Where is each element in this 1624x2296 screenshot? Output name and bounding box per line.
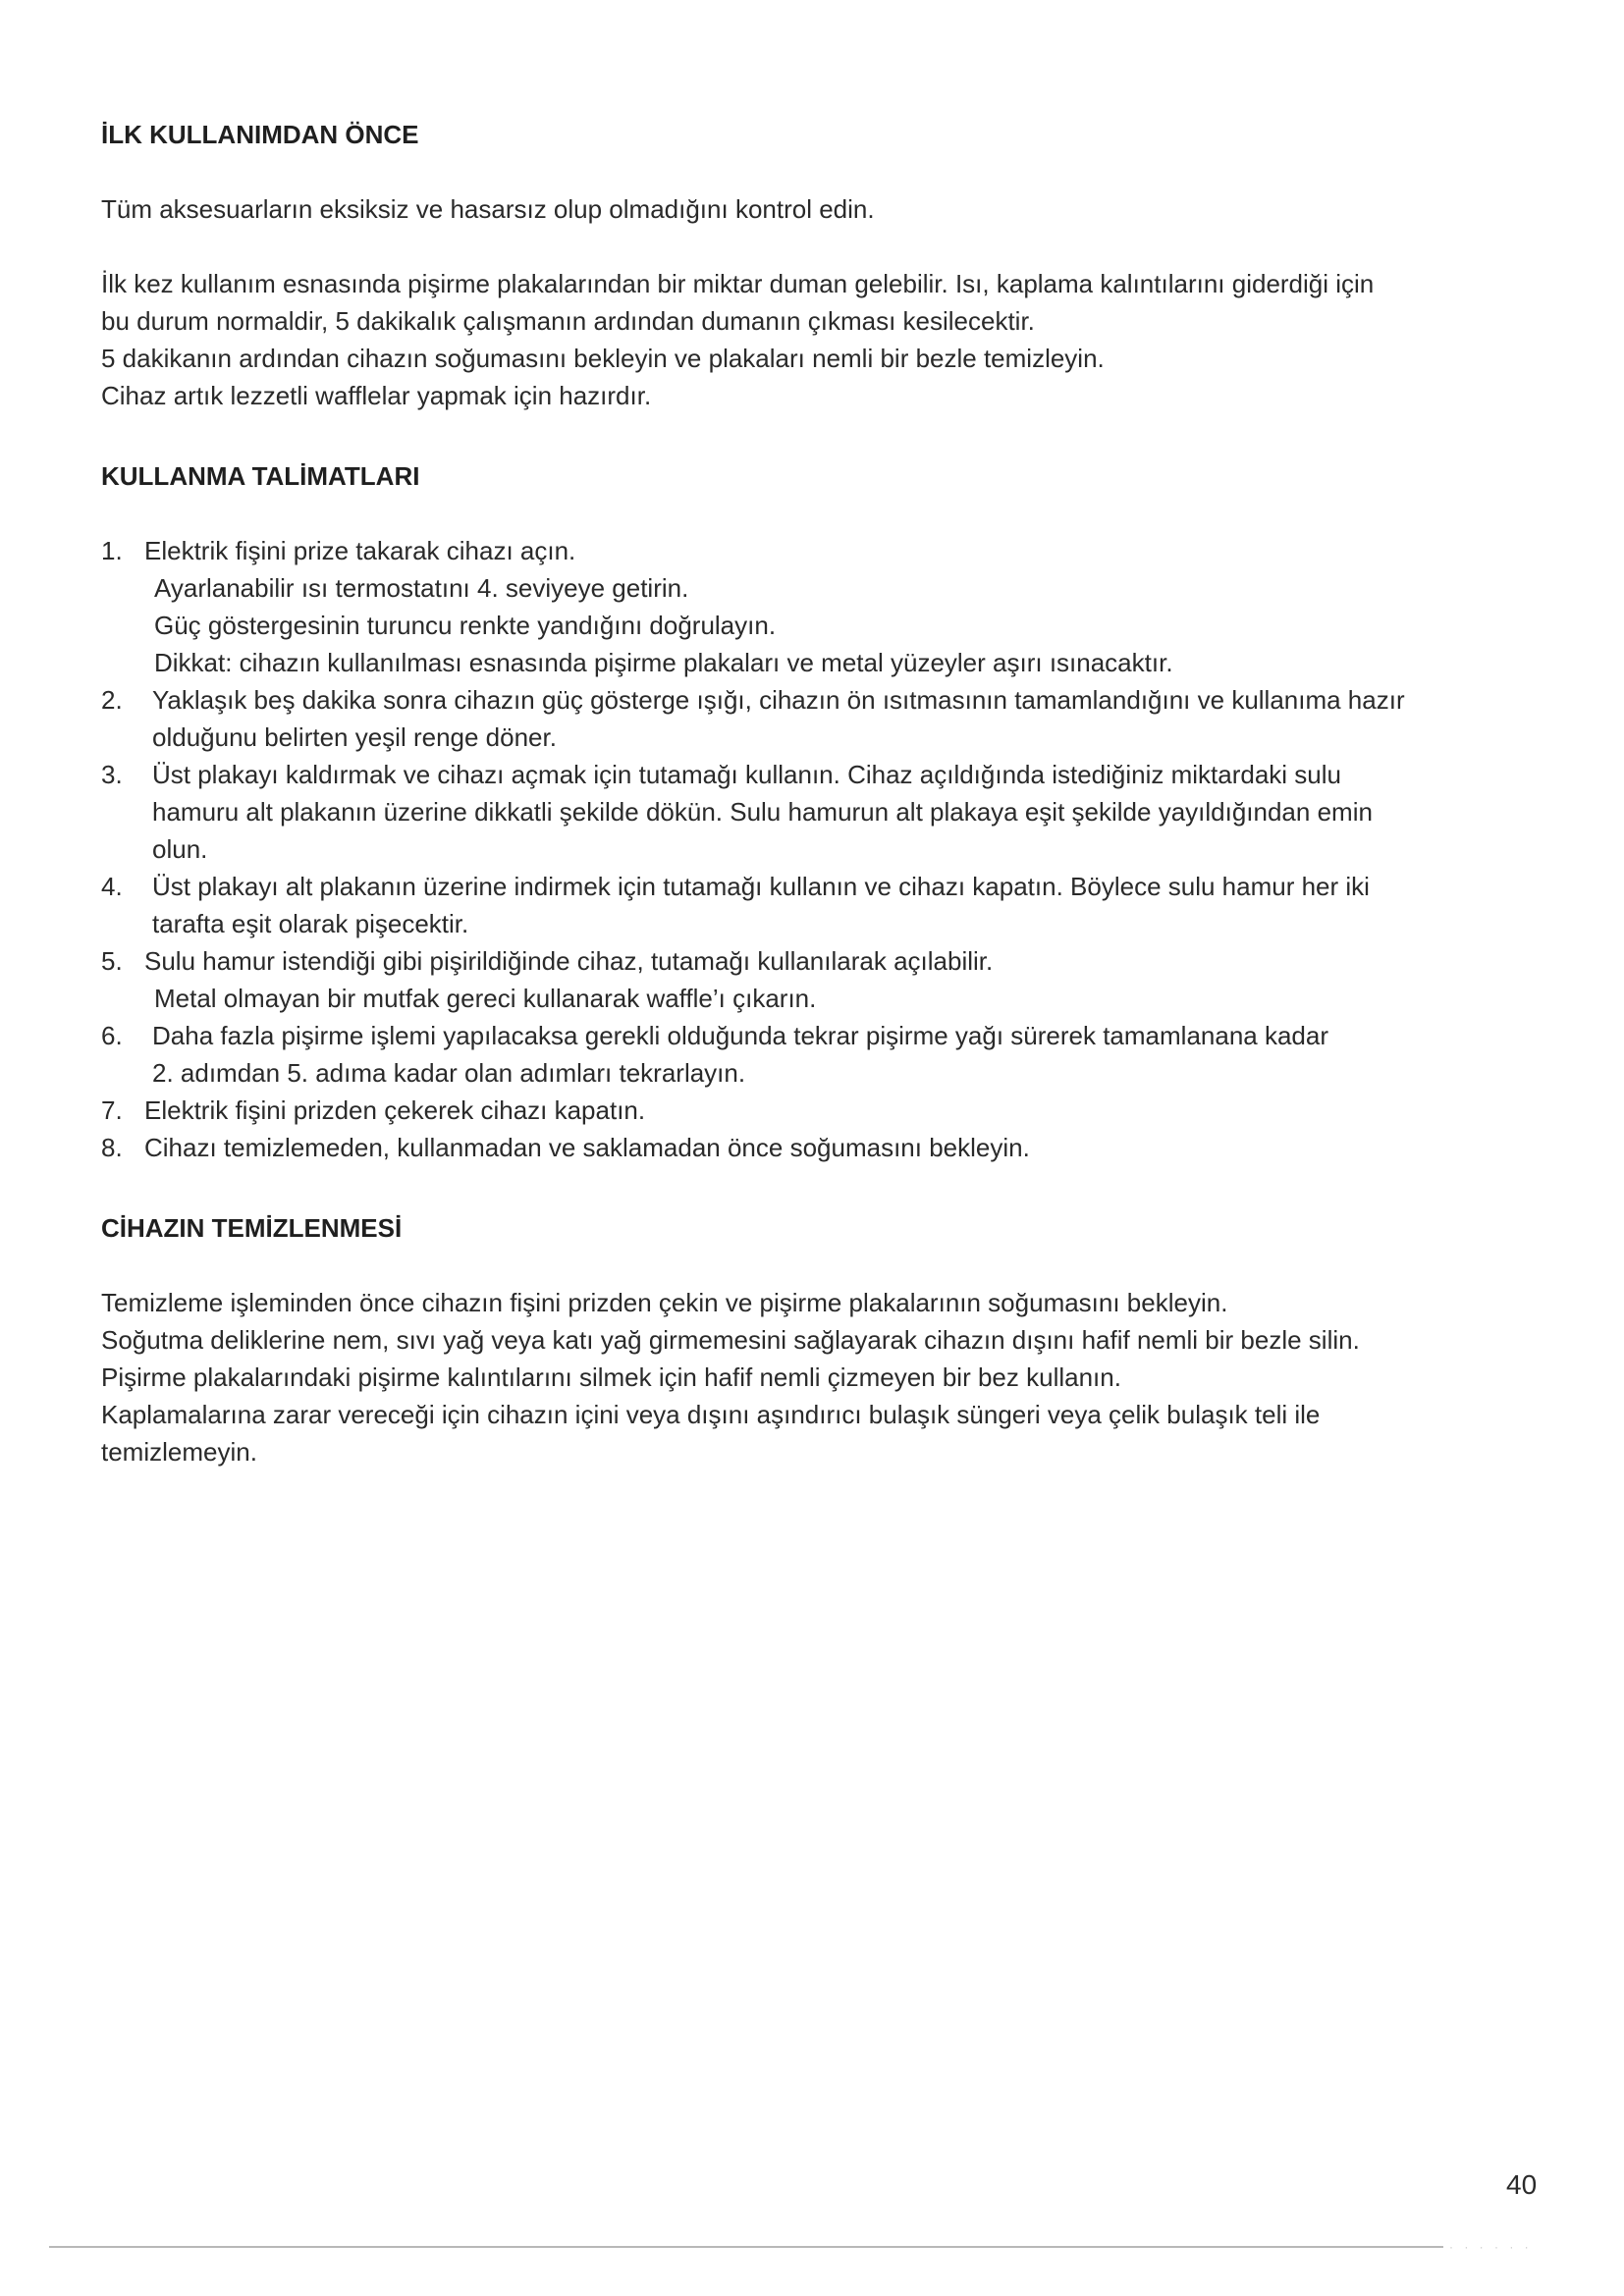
list-item	[101, 532, 1535, 681]
step-line: Güç göstergesinin turuncu renkte yandığını doğrulayın.	[154, 611, 777, 640]
paragraph-first-use-line: bu durum normaldir, 5 dakikalık çalışmanın ardından dumanın çıkması kesilecektir.	[101, 306, 1035, 336]
section-title-before-first-use: İLK KULLANIMDAN ÖNCE	[101, 120, 419, 149]
step-number: 1.	[101, 536, 123, 565]
step-line: Daha fazla pişirme işlemi yapılacaksa gerekli olduğunda tekrar pişirme yağı sürerek tamamlanana kadar	[152, 1021, 1329, 1050]
page-content	[101, 116, 1535, 1470]
paragraph-first-use-line: İlk kez kullanım esnasında pişirme plakalarından bir miktar duman gelebilir. Isı, kaplama kalıntılarını giderdiği için	[101, 269, 1375, 298]
list-item	[101, 868, 1535, 942]
step-number: 5.	[101, 946, 123, 976]
step-line: olduğunu belirten yeşil renge döner.	[152, 722, 557, 752]
step-line: Dikkat: cihazın kullanılması esnasında pişirme plakaları ve metal yüzeyler aşırı ısınacaktır.	[154, 648, 1173, 677]
page-number: 40	[1506, 2169, 1538, 2200]
step-line: Sulu hamur istendiği gibi pişirildiğinde cihaz, tutamağı kullanılarak açılabilir.	[144, 946, 994, 976]
instruction-steps-list	[101, 532, 1535, 1166]
list-item	[101, 681, 1535, 756]
footer-dots: · · · · · ·	[1449, 2240, 1533, 2254]
list-item	[101, 942, 1535, 1017]
step-line: Elektrik fişini prize takarak cihazı açın.	[144, 536, 576, 565]
list-item	[101, 1129, 1535, 1166]
step-line: Yaklaşık beş dakika sonra cihazın güç gösterge ışığı, cihazın ön ısıtmasının tamamlandığını ve kullanıma hazır	[152, 685, 1405, 715]
list-item	[101, 756, 1535, 868]
step-number: 6.	[101, 1021, 123, 1050]
step-line: olun.	[152, 834, 208, 864]
footer-divider	[49, 2246, 1443, 2248]
step-line: Üst plakayı kaldırmak ve cihazı açmak için tutamağı kullanın. Cihaz açıldığında istediğiniz miktardaki sulu	[152, 760, 1341, 789]
step-number: 4.	[101, 872, 123, 901]
paragraph-check-accessories: Tüm aksesuarların eksiksiz ve hasarsız olup olmadığını kontrol edin.	[101, 194, 875, 224]
step-number: 2.	[101, 685, 123, 715]
paragraph-cleaning-line: Soğutma deliklerine nem, sıvı yağ veya katı yağ girmemesini sağlayarak cihazın dışını hafif nemli bir bezle silin.	[101, 1325, 1360, 1355]
step-line: Elektrik fişini prizden çekerek cihazı kapatın.	[144, 1095, 646, 1125]
paragraph-cleaning-line: temizlemeyin.	[101, 1437, 257, 1467]
list-item	[101, 1092, 1535, 1129]
section-title-cleaning: CİHAZIN TEMİZLENMESİ	[101, 1213, 403, 1243]
paragraph-cleaning-line: Pişirme plakalarındaki pişirme kalıntılarını silmek için hafif nemli çizmeyen bir bez kullanın.	[101, 1362, 1121, 1392]
step-line: Metal olmayan bir mutfak gereci kullanarak waffle’ı çıkarın.	[154, 984, 817, 1013]
section-title-instructions: KULLANMA TALİMATLARI	[101, 461, 420, 491]
step-line: Cihazı temizlemeden, kullanmadan ve saklamadan önce soğumasını bekleyin.	[144, 1133, 1030, 1162]
step-line: tarafta eşit olarak pişecektir.	[152, 909, 469, 938]
step-line: 2. adımdan 5. adıma kadar olan adımları tekrarlayın.	[152, 1058, 746, 1088]
step-line: Ayarlanabilir ısı termostatını 4. seviyeye getirin.	[154, 573, 689, 603]
step-line: Üst plakayı alt plakanın üzerine indirmek için tutamağı kullanın ve cihazı kapatın. Böylece sulu hamur her iki	[152, 872, 1370, 901]
step-number: 8.	[101, 1133, 123, 1162]
paragraph-first-use-line: 5 dakikanın ardından cihazın soğumasını bekleyin ve plakaları nemli bir bezle temizleyin.	[101, 344, 1105, 373]
step-line: hamuru alt plakanın üzerine dikkatli şekilde dökün. Sulu hamurun alt plakaya eşit şekilde yayıldığından emin	[152, 797, 1373, 827]
paragraph-first-use-line: Cihaz artık lezzetli wafflelar yapmak için hazırdır.	[101, 381, 652, 410]
step-number: 7.	[101, 1095, 123, 1125]
list-item	[101, 1017, 1535, 1092]
step-number: 3.	[101, 760, 123, 789]
paragraph-cleaning-line: Temizleme işleminden önce cihazın fişini prizden çekin ve pişirme plakalarının soğumasını bekleyin.	[101, 1288, 1228, 1317]
paragraph-cleaning-line: Kaplamalarına zarar vereceği için cihazın içini veya dışını aşındırıcı bulaşık süngeri veya çelik bulaşık teli ile	[101, 1400, 1321, 1429]
